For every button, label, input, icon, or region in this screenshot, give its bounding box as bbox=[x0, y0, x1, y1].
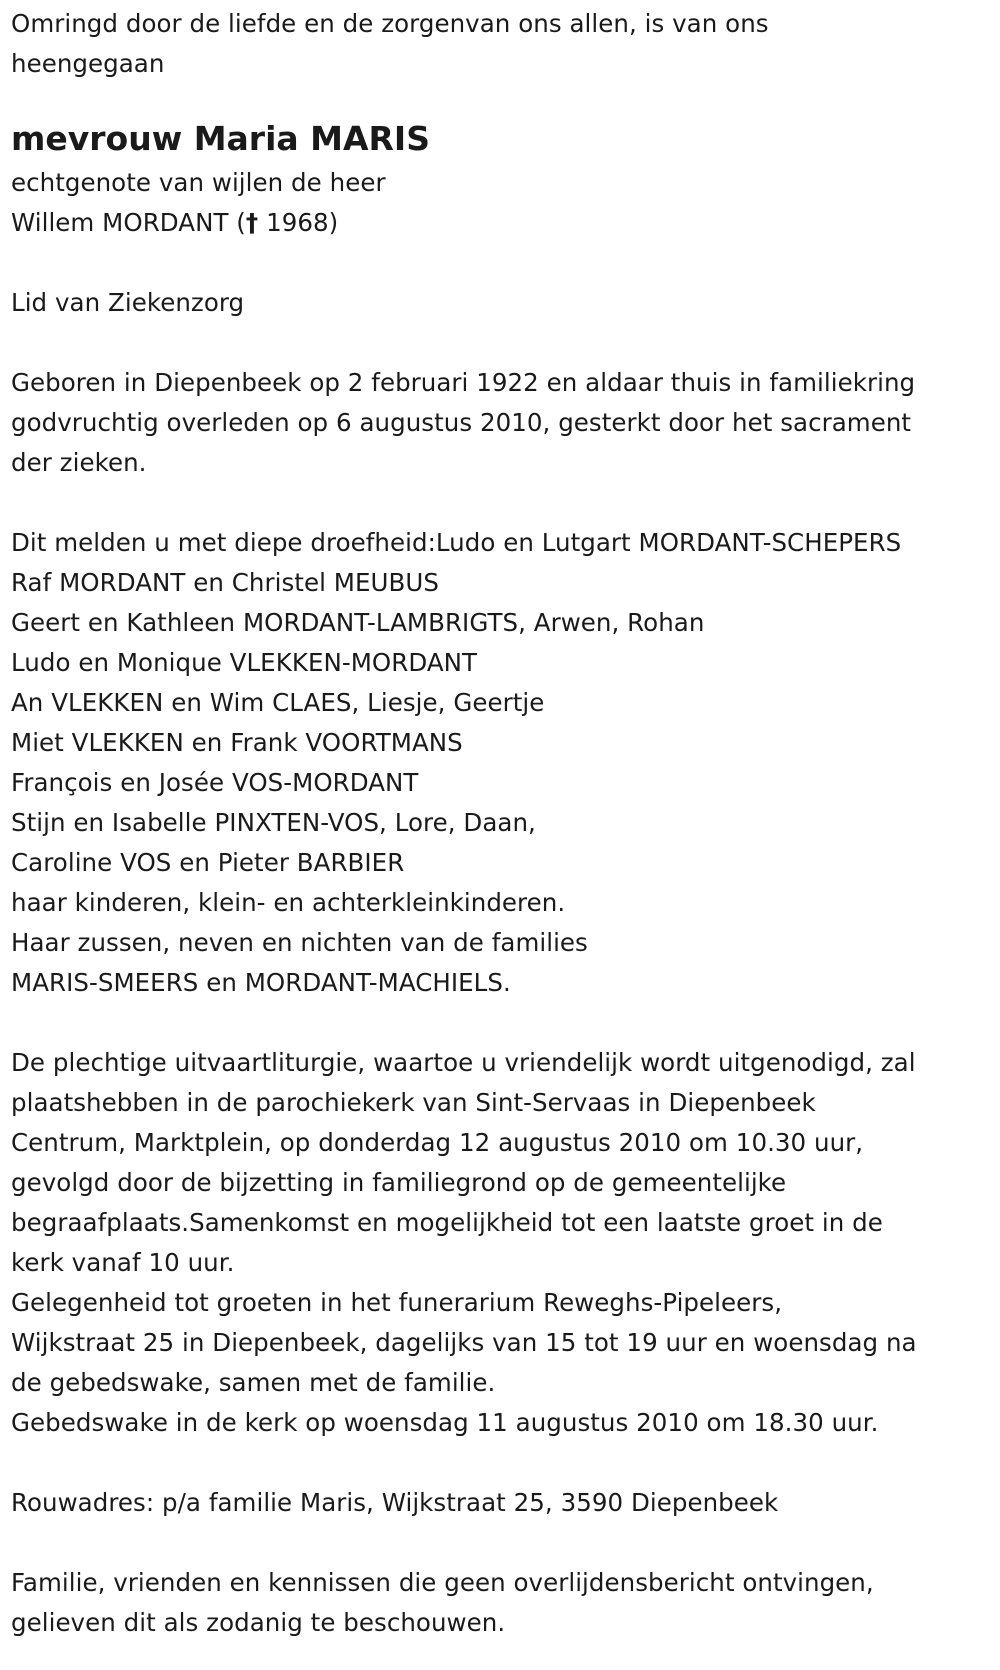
mourner-line: Caroline VOS en Pieter BARBIER bbox=[11, 848, 405, 877]
spacer bbox=[11, 483, 969, 523]
funeral-line: Wijkstraat 25 in Diepenbeek, dagelijks van 15 tot 19 uur en woensdag na bbox=[11, 1328, 917, 1357]
mourner-line: Raf MORDANT en Christel MEUBUS bbox=[11, 568, 439, 597]
closing-line: gelieven dit als zodanig te beschouwen. bbox=[11, 1608, 506, 1637]
mourner-line: Dit melden u met diepe droefheid:Ludo en Lutgart MORDANT-SCHEPERS bbox=[11, 528, 902, 557]
spacer bbox=[11, 1003, 969, 1043]
closing-block bbox=[11, 1563, 969, 1643]
spouse-name: Willem MORDANT ( bbox=[11, 208, 246, 237]
funeral-line: begraafplaats.Samenkomst en mogelijkheid tot een laatste groet in de bbox=[11, 1208, 883, 1237]
membership: Lid van Ziekenzorg bbox=[11, 288, 245, 317]
birth-death-block bbox=[11, 363, 969, 483]
spouse-name-line bbox=[11, 203, 969, 243]
intro-line: Omringd door de liefde en de zorgenvan ons allen, is van ons bbox=[11, 9, 769, 38]
funeral-line: De plechtige uitvaartliturgie, waartoe u vriendelijk wordt uitgenodigd, zal bbox=[11, 1048, 916, 1077]
mourners-block bbox=[11, 523, 969, 1003]
birth-death-line: Geboren in Diepenbeek op 2 februari 1922 en aldaar thuis in familiekring bbox=[11, 368, 916, 397]
spacer bbox=[11, 1523, 969, 1563]
funeral-block bbox=[11, 1043, 969, 1443]
mourner-line: Geert en Kathleen MORDANT-LAMBRIGTS, Arwen, Rohan bbox=[11, 608, 705, 637]
birth-death-line: godvruchtig overleden op 6 augustus 2010, gesterkt door het sacrament bbox=[11, 408, 912, 437]
spacer bbox=[11, 243, 969, 283]
mourner-line: Haar zussen, neven en nichten van de families bbox=[11, 928, 588, 957]
mourning-address: Rouwadres: p/a familie Maris, Wijkstraat 25, 3590 Diepenbeek bbox=[11, 1488, 779, 1517]
intro-block bbox=[11, 4, 969, 84]
intro-line: heengegaan bbox=[11, 49, 165, 78]
funeral-line: Centrum, Marktplein, op donderdag 12 augustus 2010 om 10.30 uur, bbox=[11, 1128, 864, 1157]
spacer bbox=[11, 1443, 969, 1483]
mourner-line: MARIS-SMEERS en MORDANT-MACHIELS. bbox=[11, 968, 511, 997]
mourner-line: Stijn en Isabelle PINXTEN-VOS, Lore, Daan, bbox=[11, 808, 536, 837]
deceased-name: mevrouw Maria MARIS bbox=[11, 119, 430, 158]
spouse-block bbox=[11, 163, 969, 243]
spacer bbox=[11, 323, 969, 363]
funeral-line: plaatshebben in de parochiekerk van Sint-Servaas in Diepenbeek bbox=[11, 1088, 816, 1117]
cross-icon: † bbox=[245, 208, 259, 237]
mourner-line: An VLEKKEN en Wim CLAES, Liesje, Geertje bbox=[11, 688, 545, 717]
mourner-line: haar kinderen, klein- en achterkleinkinderen. bbox=[11, 888, 566, 917]
spouse-line: echtgenote van wijlen de heer bbox=[11, 168, 386, 197]
mourner-line: François en Josée VOS-MORDANT bbox=[11, 768, 419, 797]
funeral-line: Gebedswake in de kerk op woensdag 11 augustus 2010 om 18.30 uur. bbox=[11, 1408, 879, 1437]
mourner-line: Ludo en Monique VLEKKEN-MORDANT bbox=[11, 648, 478, 677]
mourner-line: Miet VLEKKEN en Frank VOORTMANS bbox=[11, 728, 463, 757]
spouse-death-year: 1968) bbox=[266, 208, 339, 237]
funeral-line: gevolgd door de bijzetting in familiegrond op de gemeentelijke bbox=[11, 1168, 787, 1197]
birth-death-line: der zieken. bbox=[11, 448, 147, 477]
funeral-line: de gebedswake, samen met de familie. bbox=[11, 1368, 496, 1397]
closing-line: Familie, vrienden en kennissen die geen overlijdensbericht ontvingen, bbox=[11, 1568, 874, 1597]
funeral-line: kerk vanaf 10 uur. bbox=[11, 1248, 235, 1277]
funeral-line: Gelegenheid tot groeten in het funerarium Reweghs-Pipeleers, bbox=[11, 1288, 783, 1317]
